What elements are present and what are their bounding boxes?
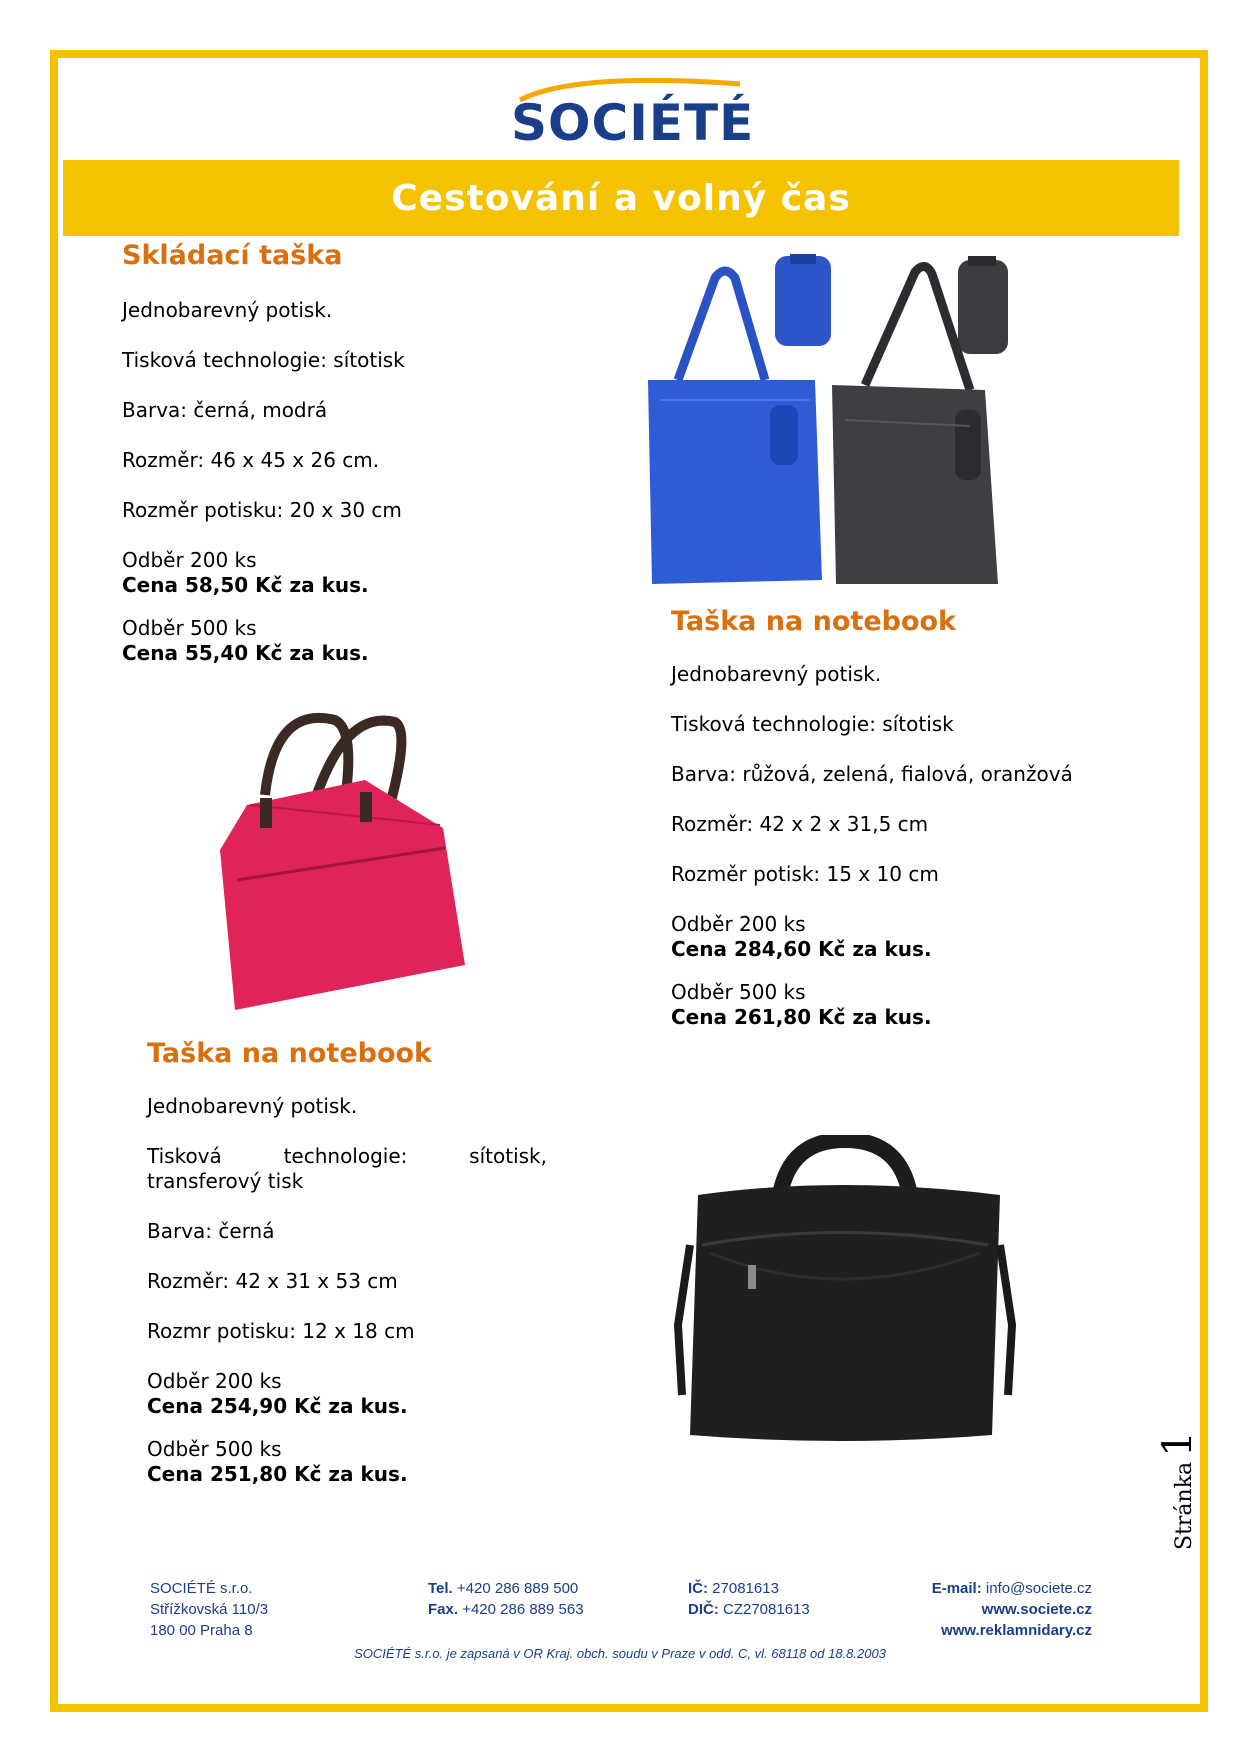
product-title: Skládací taška [122, 240, 343, 271]
tier-price: Cena 261,80 Kč za kus. [671, 1005, 932, 1029]
footer-street: Střížkovská 110/3 [150, 1601, 269, 1618]
registration-note: SOCIÉTÉ s.r.o. je zapsaná v OR Kraj. obch. soudu v Praze v odd. C, vl. 68118 od 18.8.2003 [354, 1646, 886, 1661]
dic-label: DIČ: [688, 1601, 719, 1618]
tier-price: Cena 254,90 Kč za kus. [147, 1394, 408, 1418]
product-spec: Barva: černá, modrá [122, 398, 328, 422]
category-banner [63, 160, 1179, 236]
fax-label: Fax. [428, 1601, 459, 1618]
product-spec: Jednobarevný potisk. [671, 662, 882, 686]
product-spec: Tisková technologie: sítotisk [671, 712, 954, 736]
tel-value: +420 286 889 500 [456, 1580, 579, 1597]
tier-price: Cena 58,50 Kč za kus. [122, 573, 369, 597]
tel-label: Tel. [428, 1580, 453, 1597]
product-title: Taška na notebook [671, 606, 957, 637]
product-title: Taška na notebook [147, 1038, 433, 1069]
product-spec: Barva: růžová, zelená, fialová, oranžová [671, 762, 1073, 786]
tier-price: Cena 251,80 Kč za kus. [147, 1462, 408, 1486]
ic-label: IČ: [688, 1580, 708, 1597]
tier-quantity: Odběr 200 ks [671, 912, 806, 936]
ic-value: 27081613 [712, 1580, 779, 1597]
product-spec: Jednobarevný potisk. [122, 298, 333, 322]
tier-quantity: Odběr 200 ks [122, 548, 257, 572]
foldable-bags-image [640, 250, 1010, 590]
product-spec: Rozměr: 42 x 2 x 31,5 cm [671, 812, 929, 836]
product-spec: Rozměr: 42 x 31 x 53 cm [147, 1269, 398, 1293]
footer-ids [688, 1578, 810, 1620]
pink-notebook-bag-image [205, 710, 485, 1010]
page-label-number: 1 [1155, 1431, 1201, 1457]
product-spec: Barva: černá [147, 1219, 275, 1243]
footer-company [150, 1578, 268, 1641]
tier-price: Cena 284,60 Kč za kus. [671, 937, 932, 961]
product-taska-notebook-pink [671, 606, 1091, 1030]
tier-quantity: Odběr 500 ks [147, 1437, 282, 1461]
footer-company-name: SOCIÉTÉ s.r.o. [150, 1580, 253, 1597]
logo-wordmark: SOCIÉTÉ [511, 94, 755, 152]
product-spec: Rozměr: 46 x 45 x 26 cm. [122, 448, 380, 472]
product-spec: Rozměr potisku: 20 x 30 cm [122, 498, 402, 522]
tier-quantity: Odběr 500 ks [122, 616, 257, 640]
email-label: E-mail: [931, 1580, 982, 1597]
footer-city: 180 00 Praha 8 [150, 1622, 253, 1639]
tier-price: Cena 55,40 Kč za kus. [122, 641, 369, 665]
product-spec: Tisková technologie: sítotisk, transferový tisk [147, 1144, 547, 1193]
product-spec: Tisková technologie: sítotisk [122, 348, 405, 372]
web-link-societe[interactable]: www.societe.cz [981, 1601, 1092, 1618]
dic-value: CZ27081613 [723, 1601, 810, 1618]
black-notebook-bag-image [670, 1135, 1020, 1445]
page-title: Cestování a volný čas [391, 177, 851, 219]
footer-contact [900, 1578, 1092, 1641]
product-spec: Jednobarevný potisk. [147, 1094, 358, 1118]
fax-value: +420 286 889 563 [462, 1601, 584, 1618]
societe-logo [505, 72, 755, 152]
tier-quantity: Odběr 500 ks [671, 980, 806, 1004]
web-link-reklamnidary[interactable]: www.reklamnidary.cz [941, 1622, 1092, 1639]
footer-phone [428, 1578, 584, 1620]
email-link[interactable]: info@societe.cz [985, 1580, 1092, 1597]
tier-quantity: Odběr 200 ks [147, 1369, 282, 1393]
product-spec: Rozměr potisk: 15 x 10 cm [671, 862, 939, 886]
product-skladaci-taska [122, 240, 562, 666]
page-number-label [1155, 1431, 1201, 1550]
product-spec: Rozmr potisku: 12 x 18 cm [147, 1319, 415, 1343]
product-taska-notebook-black [147, 1038, 547, 1487]
page-label-word: Stránka [1172, 1461, 1197, 1550]
